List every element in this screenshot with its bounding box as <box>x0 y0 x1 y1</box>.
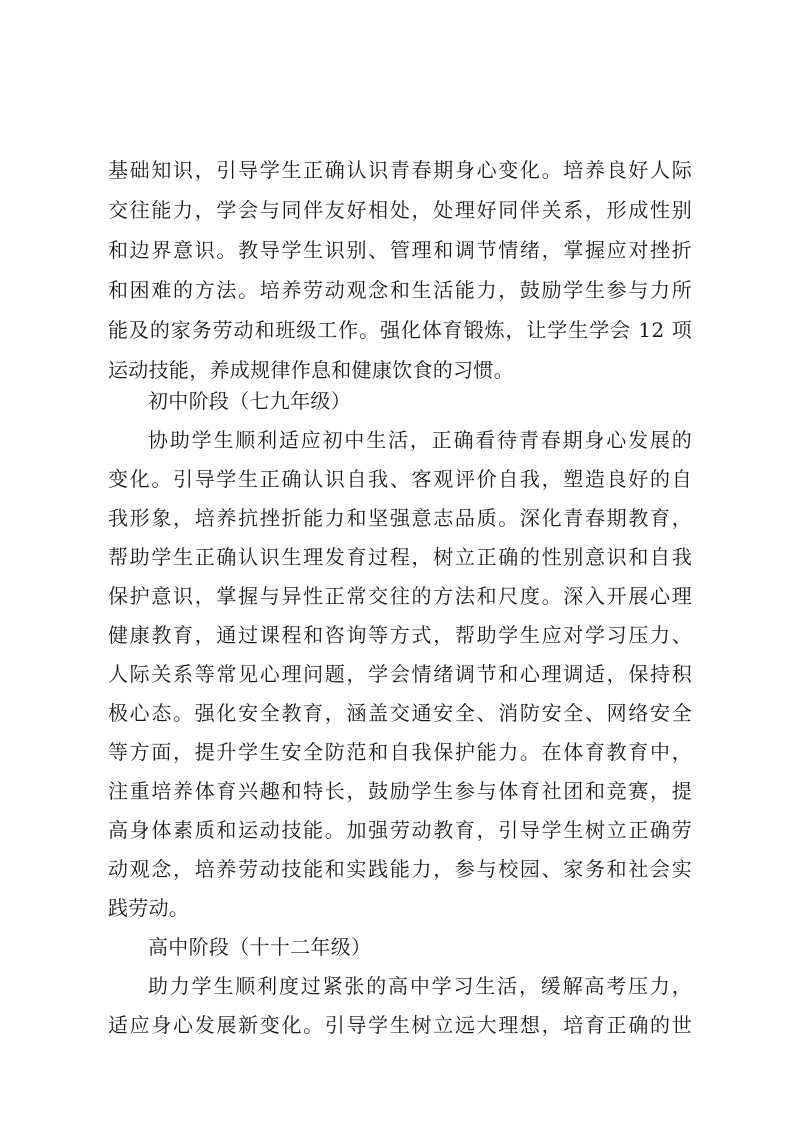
text-line: 践劳动。 <box>108 896 190 920</box>
text-line: 人际关系等常见心理问题，学会情绪调节和心理调适，保持积 <box>108 662 692 686</box>
text-line: 变化。引导学生正确认识自我、客观评价自我，塑造良好的自 <box>108 467 692 491</box>
text-line: 和边界意识。教导学生识别、管理和调节情绪，掌握应对挫折 <box>108 238 692 262</box>
text-line: 极心态。强化安全教育，涵盖交通安全、消防安全、网络安全 <box>108 701 692 725</box>
text-line: 等方面，提升学生安全防范和自我保护能力。在体育教育中， <box>108 740 692 764</box>
text-line: 运动技能，养成规律作息和健康饮食的习惯。 <box>108 358 514 382</box>
text-line: 健康教育，通过课程和咨询等方式，帮助学生应对学习压力、 <box>108 623 692 647</box>
text-line: 助力学生顺利度过紧张的高中学习生活，缓解高考压力， <box>148 974 692 998</box>
text-line: 和困难的方法。培养劳动观念和生活能力，鼓励学生参与力所 <box>108 278 692 302</box>
text-line: 高身体素质和运动技能。加强劳动教育，引导学生树立正确劳 <box>108 818 692 842</box>
text-line: 协助学生顺利适应初中生活，正确看待青春期身心发展的 <box>148 428 692 452</box>
section-heading-senior-high: 高中阶段（十十二年级） <box>148 935 372 959</box>
text-line: 保护意识，掌握与异性正常交往的方法和尺度。深入开展心理 <box>108 584 692 608</box>
text-line: 我形象，培养抗挫折能力和坚强意志品质。深化青春期教育， <box>108 506 692 530</box>
text-line: 能及的家务劳动和班级工作。强化体育锻炼，让学生学会 12 项 <box>108 318 692 342</box>
text-line: 交往能力，学会与同伴友好相处，处理好同伴关系，形成性别 <box>108 198 692 222</box>
text-line: 帮助学生正确认识生理发育过程，树立正确的性别意识和自我 <box>108 545 692 569</box>
text-line: 注重培养体育兴趣和特长，鼓励学生参与体育社团和竞赛，提 <box>108 779 692 803</box>
text-line: 适应身心发展新变化。引导学生树立远大理想，培育正确的世 <box>108 1013 692 1037</box>
text-line: 基础知识，引导学生正确认识青春期身心变化。培养良好人际 <box>108 158 692 182</box>
text-line: 动观念，培养劳动技能和实践能力，参与校园、家务和社会实 <box>108 857 692 881</box>
section-heading-junior-high: 初中阶段（七九年级） <box>148 389 351 413</box>
